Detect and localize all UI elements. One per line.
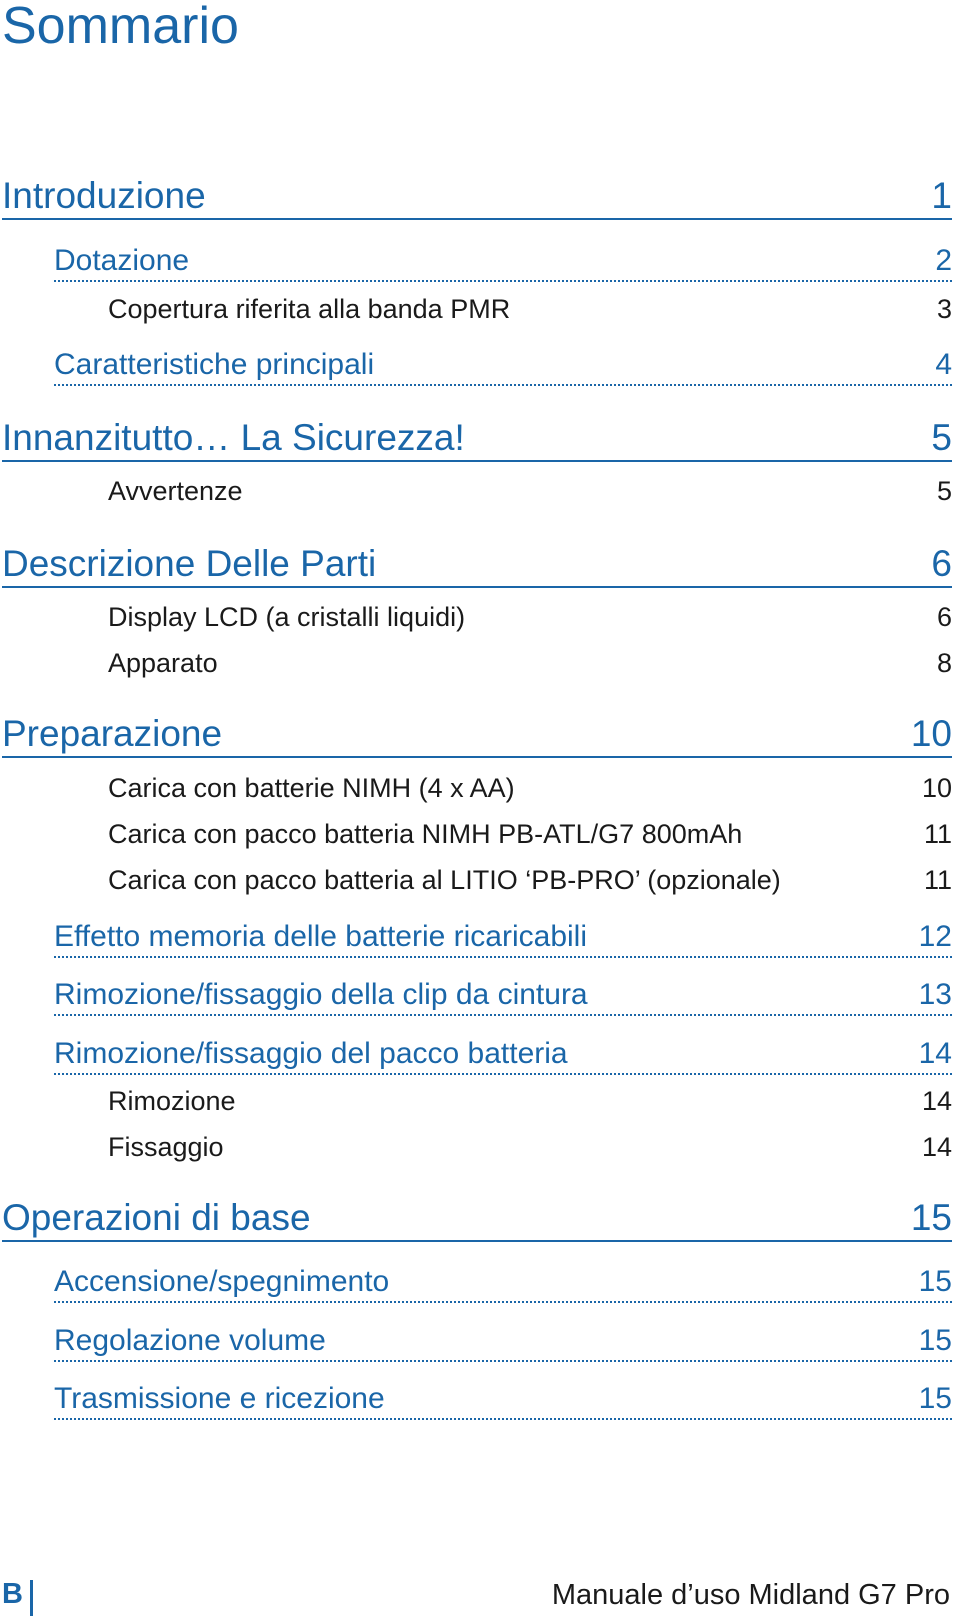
toc-label: Carica con batterie NIMH (4 x AA) [108,773,515,803]
toc-entry-carica-litio[interactable] [108,863,952,897]
toc-page-number: 10 [910,713,952,754]
toc-entry-avvertenze[interactable] [108,474,952,508]
toc-subsection-pacco-batteria[interactable] [54,1035,952,1075]
toc-label: Accensione/spegnimento [54,1265,390,1298]
toc-label: Rimozione/fissaggio della clip da cintura [54,978,588,1011]
toc-label: Fissaggio [108,1132,224,1162]
toc-page-number: 11 [923,819,952,849]
toc-subsection-effetto-memoria[interactable] [54,918,952,958]
toc-label: Descrizione Delle Parti [2,543,377,584]
toc-page-number: 1 [931,175,952,216]
toc-page-number: 5 [936,476,952,506]
toc-page-number: 15 [910,1197,952,1238]
toc-label: Effetto memoria delle batterie ricaricabili [54,920,588,953]
toc-page-number: 6 [936,602,952,632]
footer-divider [30,1580,33,1616]
toc-label: Rimozione/fissaggio del pacco batteria [54,1037,568,1070]
toc-entry-rimozione[interactable] [108,1084,952,1118]
toc-label: Carica con pacco batteria NIMH PB-ATL/G7 800mAh [108,819,743,849]
toc-page-number: 2 [935,244,952,277]
toc-label: Apparato [108,648,218,678]
page-title: Sommario [2,0,239,55]
toc-entry-apparato[interactable] [108,646,952,680]
footer-page-letter: B [2,1578,23,1610]
toc-label: Display LCD (a cristalli liquidi) [108,602,466,632]
toc-subsection-trasmissione[interactable] [54,1380,952,1420]
toc-page-number: 6 [931,543,952,584]
toc-label: Avvertenze [108,476,243,506]
toc-label: Caratteristiche principali [54,348,375,381]
toc-subsection-clip-cintura[interactable] [54,976,952,1016]
toc-entry-copertura[interactable] [108,292,952,326]
toc-label: Copertura riferita alla banda PMR [108,294,511,324]
toc-label: Innanzitutto… La Sicurezza! [2,417,465,458]
toc-entry-fissaggio[interactable] [108,1130,952,1164]
toc-label: Carica con pacco batteria al LITIO ‘PB-PRO’ (opzionale) [108,865,781,895]
toc-page-number: 14 [921,1132,952,1162]
toc-label: Preparazione [2,713,223,754]
toc-section-operazioni[interactable] [2,1196,952,1242]
toc-page-number: 3 [936,294,952,324]
toc-entry-carica-nimh-aa[interactable] [108,771,952,805]
toc-page-number: 4 [935,348,952,381]
toc-label: Dotazione [54,244,190,277]
toc-subsection-volume[interactable] [54,1322,952,1362]
toc-subsection-caratteristiche[interactable] [54,346,952,386]
toc-section-descrizione[interactable] [2,542,952,588]
toc-label: Rimozione [108,1086,236,1116]
toc-label: Trasmissione e ricezione [54,1382,385,1415]
toc-section-introduzione[interactable] [2,174,952,220]
toc-page-number: 10 [921,773,952,803]
toc-subsection-accensione[interactable] [54,1263,952,1303]
toc-page-number: 13 [918,978,952,1011]
toc-page-number: 15 [918,1324,952,1357]
toc-section-preparazione[interactable] [2,712,952,758]
toc-label: Introduzione [2,175,206,216]
toc-page-number: 15 [918,1265,952,1298]
toc-page-number: 8 [936,648,952,678]
toc-page-number: 15 [918,1382,952,1415]
toc-page-number: 14 [918,1037,952,1070]
toc-page-number: 12 [918,920,952,953]
toc-entry-carica-pb-atl[interactable] [108,817,952,851]
toc-page-number: 5 [931,417,952,458]
toc-subsection-dotazione[interactable] [54,242,952,282]
toc-page-number: 11 [923,865,952,895]
toc-section-sicurezza[interactable] [2,416,952,462]
toc-page-number: 14 [921,1086,952,1116]
toc-label: Operazioni di base [2,1197,311,1238]
toc-entry-display-lcd[interactable] [108,600,952,634]
toc-label: Regolazione volume [54,1324,326,1357]
footer-manual-title: Manuale d’uso Midland G7 Pro [551,1579,950,1611]
